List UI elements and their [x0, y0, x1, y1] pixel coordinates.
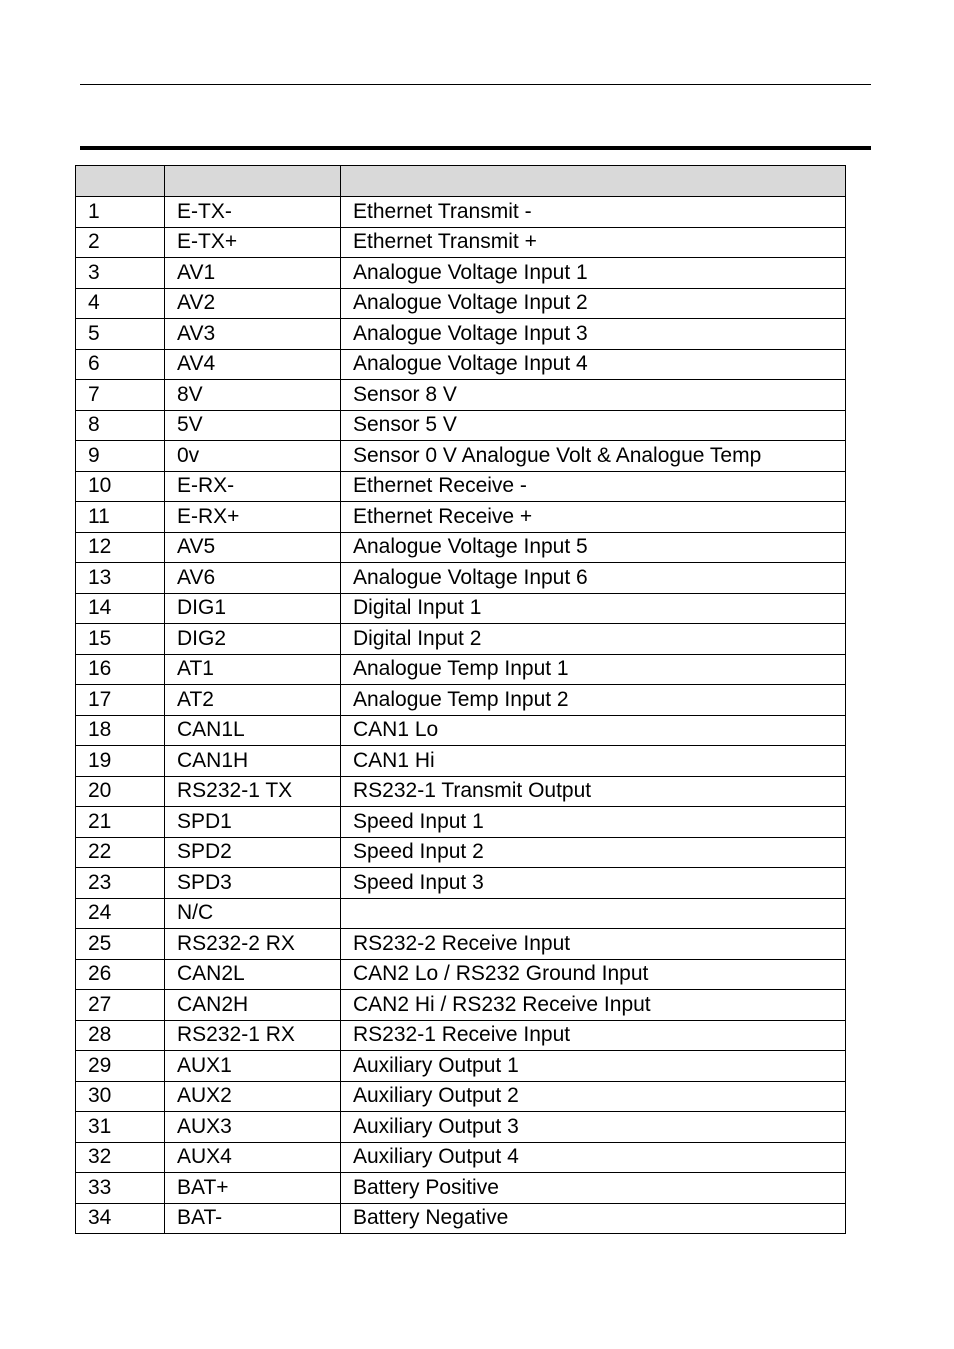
pin-name-cell: RS232-1 RX — [165, 1020, 341, 1051]
pin-function-cell: RS232-1 Receive Input — [341, 1020, 846, 1051]
pin-number-cell: 22 — [76, 837, 165, 868]
pin-function-cell: Analogue Voltage Input 3 — [341, 319, 846, 350]
pin-function-cell: Ethernet Transmit + — [341, 227, 846, 258]
table-row — [76, 624, 846, 655]
pin-function-cell: Auxiliary Output 3 — [341, 1112, 846, 1143]
pin-name-cell: AV1 — [165, 258, 341, 289]
pin-number-cell: 30 — [76, 1081, 165, 1112]
pin-function-cell: Speed Input 1 — [341, 807, 846, 838]
table-row — [76, 1051, 846, 1082]
pin-function-cell: RS232-1 Transmit Output — [341, 776, 846, 807]
pin-number-cell: 28 — [76, 1020, 165, 1051]
pin-name-cell: 0v — [165, 441, 341, 472]
pin-number-cell: 3 — [76, 258, 165, 289]
table-row — [76, 227, 846, 258]
pinout-table — [75, 165, 846, 1234]
pin-number-cell: 34 — [76, 1203, 165, 1234]
pin-function-cell: Ethernet Transmit - — [341, 197, 846, 228]
table-row — [76, 1081, 846, 1112]
pin-name-cell: CAN2L — [165, 959, 341, 990]
table-row — [76, 319, 846, 350]
pin-function-cell: CAN1 Lo — [341, 715, 846, 746]
table-body — [76, 197, 846, 1234]
pin-function-cell: Battery Negative — [341, 1203, 846, 1234]
table-row — [76, 288, 846, 319]
pin-name-cell: DIG2 — [165, 624, 341, 655]
table-row — [76, 929, 846, 960]
pin-number-cell: 26 — [76, 959, 165, 990]
pin-name-cell: RS232-2 RX — [165, 929, 341, 960]
pin-number-cell: 12 — [76, 532, 165, 563]
pin-name-cell: E-TX- — [165, 197, 341, 228]
pin-function-cell: Sensor 5 V — [341, 410, 846, 441]
table-row — [76, 807, 846, 838]
pin-number-cell: 17 — [76, 685, 165, 716]
table-row — [76, 898, 846, 929]
pin-name-cell: AUX1 — [165, 1051, 341, 1082]
table-row — [76, 380, 846, 411]
pin-name-cell: E-TX+ — [165, 227, 341, 258]
pin-function-cell: Analogue Voltage Input 4 — [341, 349, 846, 380]
table-row — [76, 654, 846, 685]
pin-number-cell: 11 — [76, 502, 165, 533]
pin-name-cell: 5V — [165, 410, 341, 441]
pin-function-cell: Digital Input 2 — [341, 624, 846, 655]
pin-name-cell: AV3 — [165, 319, 341, 350]
pin-function-cell: CAN2 Lo / RS232 Ground Input — [341, 959, 846, 990]
table-row — [76, 197, 846, 228]
pin-number-cell: 27 — [76, 990, 165, 1021]
pin-function-cell: RS232-2 Receive Input — [341, 929, 846, 960]
pin-number-cell: 10 — [76, 471, 165, 502]
pin-function-cell: Analogue Voltage Input 2 — [341, 288, 846, 319]
pin-name-cell: RS232-1 TX — [165, 776, 341, 807]
table-row — [76, 715, 846, 746]
table-row — [76, 837, 846, 868]
pin-function-cell: Auxiliary Output 4 — [341, 1142, 846, 1173]
pin-function-cell: CAN1 Hi — [341, 746, 846, 777]
pin-name-cell: CAN2H — [165, 990, 341, 1021]
pin-function-cell: Digital Input 1 — [341, 593, 846, 624]
table-row — [76, 1020, 846, 1051]
table-row — [76, 532, 846, 563]
pin-number-cell: 23 — [76, 868, 165, 899]
pin-name-cell: AV6 — [165, 563, 341, 594]
pin-number-cell: 6 — [76, 349, 165, 380]
pin-number-cell: 19 — [76, 746, 165, 777]
table-row — [76, 258, 846, 289]
pin-number-cell: 18 — [76, 715, 165, 746]
table-row — [76, 1173, 846, 1204]
pin-name-cell: CAN1H — [165, 746, 341, 777]
pin-number-cell: 2 — [76, 227, 165, 258]
table-row — [76, 776, 846, 807]
pin-number-cell: 29 — [76, 1051, 165, 1082]
pin-name-cell: E-RX+ — [165, 502, 341, 533]
pin-name-cell: SPD3 — [165, 868, 341, 899]
table-row — [76, 990, 846, 1021]
pin-number-cell: 20 — [76, 776, 165, 807]
pin-function-cell: Sensor 8 V — [341, 380, 846, 411]
pin-number-cell: 7 — [76, 380, 165, 411]
pin-number-cell: 21 — [76, 807, 165, 838]
pin-function-cell: Battery Positive — [341, 1173, 846, 1204]
pin-number-cell: 13 — [76, 563, 165, 594]
section-divider-rule — [80, 146, 871, 150]
table-row — [76, 1112, 846, 1143]
pin-function-cell: Analogue Voltage Input 1 — [341, 258, 846, 289]
pin-name-cell: SPD2 — [165, 837, 341, 868]
header-cell-name — [165, 166, 341, 197]
table-row — [76, 868, 846, 899]
pin-function-cell: Analogue Temp Input 1 — [341, 654, 846, 685]
table-row — [76, 441, 846, 472]
table-row — [76, 1203, 846, 1234]
pin-name-cell: AT1 — [165, 654, 341, 685]
table-row — [76, 593, 846, 624]
pin-function-cell: Analogue Temp Input 2 — [341, 685, 846, 716]
pin-function-cell: Speed Input 2 — [341, 837, 846, 868]
pin-number-cell: 24 — [76, 898, 165, 929]
pin-function-cell: Ethernet Receive - — [341, 471, 846, 502]
table-row — [76, 1142, 846, 1173]
pin-number-cell: 5 — [76, 319, 165, 350]
header-cell-pin — [76, 166, 165, 197]
pin-name-cell: AUX4 — [165, 1142, 341, 1173]
pin-number-cell: 25 — [76, 929, 165, 960]
table-row — [76, 410, 846, 441]
table-row — [76, 349, 846, 380]
table-header-row — [76, 166, 846, 197]
pin-name-cell: BAT+ — [165, 1173, 341, 1204]
header-cell-function — [341, 166, 846, 197]
pin-number-cell: 15 — [76, 624, 165, 655]
table-row — [76, 502, 846, 533]
pin-function-cell: Ethernet Receive + — [341, 502, 846, 533]
pin-number-cell: 16 — [76, 654, 165, 685]
table-row — [76, 563, 846, 594]
pin-number-cell: 31 — [76, 1112, 165, 1143]
pin-name-cell: AV2 — [165, 288, 341, 319]
pin-name-cell: BAT- — [165, 1203, 341, 1234]
pin-function-cell: Auxiliary Output 2 — [341, 1081, 846, 1112]
pin-function-cell — [341, 898, 846, 929]
pin-name-cell: 8V — [165, 380, 341, 411]
pin-number-cell: 9 — [76, 441, 165, 472]
pin-name-cell: AUX3 — [165, 1112, 341, 1143]
pin-name-cell: N/C — [165, 898, 341, 929]
page-header-rule — [80, 84, 871, 85]
pin-number-cell: 33 — [76, 1173, 165, 1204]
pin-name-cell: AUX2 — [165, 1081, 341, 1112]
pin-function-cell: Analogue Voltage Input 6 — [341, 563, 846, 594]
pin-number-cell: 1 — [76, 197, 165, 228]
pin-name-cell: E-RX- — [165, 471, 341, 502]
pin-name-cell: AV4 — [165, 349, 341, 380]
pin-name-cell: DIG1 — [165, 593, 341, 624]
pin-function-cell: Analogue Voltage Input 5 — [341, 532, 846, 563]
pin-number-cell: 4 — [76, 288, 165, 319]
pin-function-cell: Auxiliary Output 1 — [341, 1051, 846, 1082]
pin-name-cell: SPD1 — [165, 807, 341, 838]
table-row — [76, 685, 846, 716]
pin-number-cell: 8 — [76, 410, 165, 441]
pin-function-cell: Speed Input 3 — [341, 868, 846, 899]
pin-function-cell: CAN2 Hi / RS232 Receive Input — [341, 990, 846, 1021]
pin-function-cell: Sensor 0 V Analogue Volt & Analogue Temp — [341, 441, 846, 472]
table-row — [76, 746, 846, 777]
pin-name-cell: CAN1L — [165, 715, 341, 746]
pin-number-cell: 14 — [76, 593, 165, 624]
table-row — [76, 959, 846, 990]
pin-name-cell: AT2 — [165, 685, 341, 716]
pin-number-cell: 32 — [76, 1142, 165, 1173]
pin-name-cell: AV5 — [165, 532, 341, 563]
table-row — [76, 471, 846, 502]
